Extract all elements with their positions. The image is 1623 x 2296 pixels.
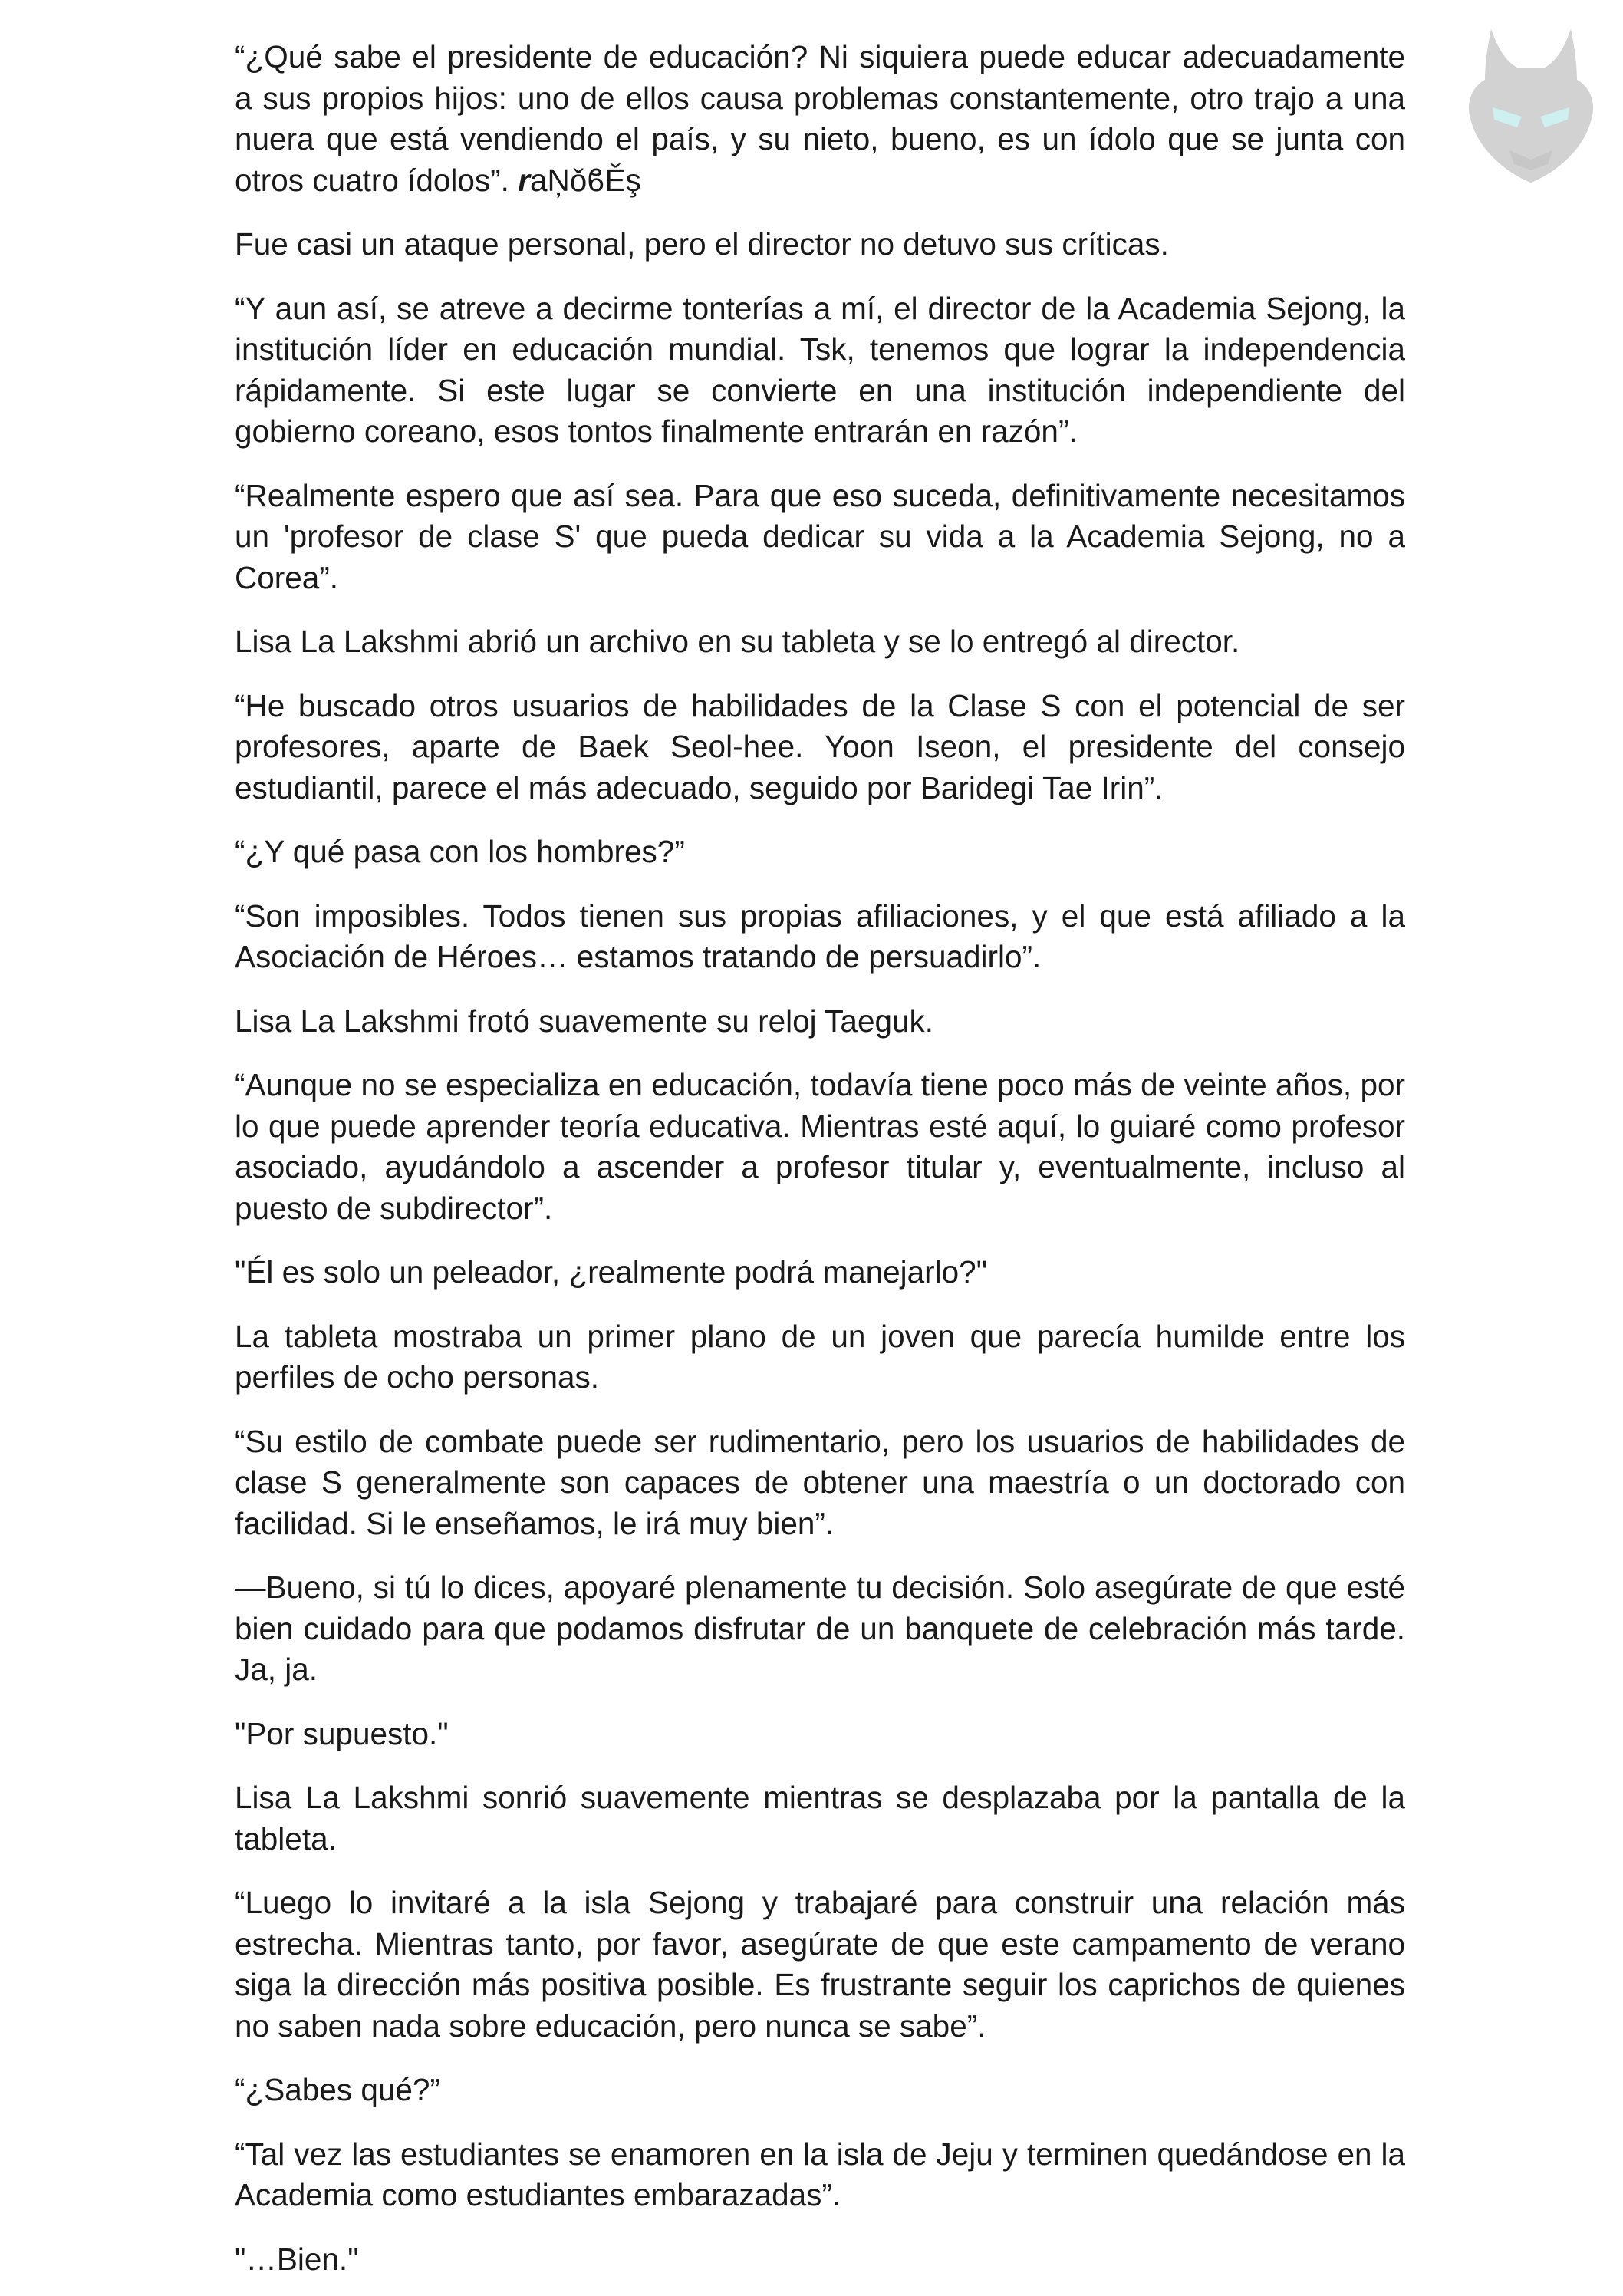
paragraph: —Bueno, si tú lo dices, apoyaré plenamente tu decisión. Solo asegúrate de que esté bien cuidado para que podamos disfrutar de un banquete de celebración más tarde. Ja, ja.	[235, 1570, 1405, 1687]
paragraph: Lisa La Lakshmi frotó suavemente su reloj Taeguk.	[235, 1003, 934, 1039]
paragraph-text: “¿Qué sabe el presidente de educación? Ni siquiera puede educar adecuadamente a sus propios hijos: uno de ellos causa problemas constantemente, otro trajo a una nuera que está vendiendo el país, y su nieto, bueno, es un ídolo que se junta con otros cuatro ídolos”.	[235, 39, 1405, 198]
paragraph: Lisa La Lakshmi abrió un archivo en su tableta y se lo entregó al director.	[235, 624, 1240, 659]
paragraph: Lisa La Lakshmi sonrió suavemente mientras se desplazaba por la pantalla de la tableta.	[235, 1780, 1405, 1856]
paragraph: “Son imposibles. Todos tienen sus propias afiliaciones, y el que está afiliado a la Asociación de Héroes… estamos tratando de persuadirlo”.	[235, 898, 1405, 974]
paragraph: “He buscado otros usuarios de habilidades de la Clase S con el potencial de ser profesores, aparte de Baek Seol-hee. Yoon Iseon, el presidente del consejo estudiantil, parece el más adecuado, seguido por Baridegi Tae Irin”.	[235, 687, 1405, 805]
paragraph: “Realmente espero que así sea. Para que eso suceda, definitivamente necesitamos un 'profesor de clase S' que pueda dedicar su vida a la Academia Sejong, no a Corea”.	[235, 477, 1405, 595]
paragraph: "Él es solo un peleador, ¿realmente podrá manejarlo?"	[235, 1254, 988, 1290]
paragraph: Fue casi un ataque personal, pero el director no detuvo sus críticas.	[235, 226, 1169, 262]
demon-head-icon	[1462, 14, 1600, 190]
paragraph: “Y aun así, se atreve a decirme tonterías a mí, el director de la Academia Sejong, la institución líder en educación mundial. Tsk, tenemos que lograr la independencia rápidamente. Si este lugar se convierte en una institución independiente del gobierno coreano, esos tontos finalmente entrarán en razón”.	[235, 290, 1405, 449]
paragraph: “Aunque no se especializa en educación, todavía tiene poco más de veinte años, por lo que puede aprender teoría educativa. Mientras esté aquí, lo guiaré como profesor asociado, ayudándolo a ascender a profesor titular y, eventualmente, incluso al puesto de subdirector”.	[235, 1067, 1405, 1226]
paragraph: “¿Y qué pasa con los hombres?”	[235, 834, 685, 869]
paragraph: "…Bien."	[235, 2241, 359, 2277]
paragraph: La tableta mostraba un primer plano de un joven que parecía humilde entre los perfiles de ocho personas.	[235, 1318, 1405, 1395]
document-body	[235, 37, 1405, 2280]
paragraph	[235, 37, 1405, 201]
paragraph: “¿Sabes qué?”	[235, 2072, 440, 2107]
paragraph: “Tal vez las estudiantes se enamoren en la isla de Jeju y terminen quedándose en la Academia como estudiantes embarazadas”.	[235, 2136, 1405, 2212]
paragraph: “Su estilo de combate puede ser rudimentario, pero los usuarios de habilidades de clase S generalmente son capaces de obtener una maestría o un doctorado con facilidad. Si le enseñamos, le irá muy bien”.	[235, 1423, 1405, 1541]
paragraph: “Luego lo invitaré a la isla Sejong y trabajaré para construir una relación más estrecha. Mientras tanto, por favor, asegúrate de que este campamento de verano siga la dirección más positiva posible. Es frustrante seguir los caprichos de quienes no saben nada sobre educación, pero nunca se sabe”.	[235, 1885, 1405, 2044]
paragraph: "Por supuesto."	[235, 1715, 449, 1751]
demon-head-svg	[1462, 14, 1600, 190]
watermark-text: raŅǒϐĚş	[518, 162, 641, 198]
